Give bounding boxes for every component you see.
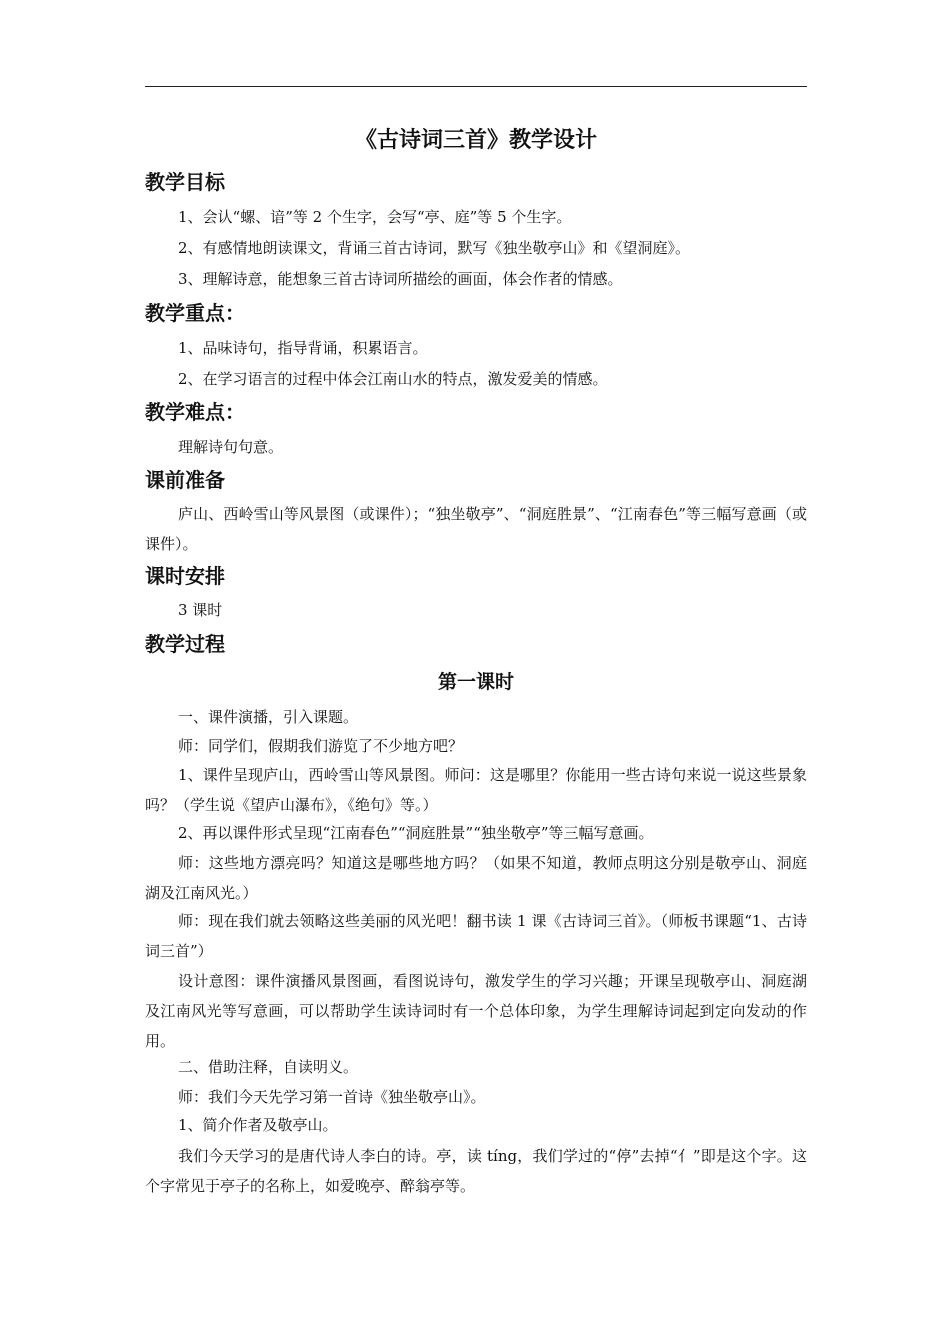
document-title: 《古诗词三首》教学设计	[354, 128, 597, 153]
lesson-paragraph: 师：我们今天先学习第一首诗《独坐敬亭山》。	[178, 1088, 486, 1106]
goal-item: 2、有感情地朗读课文，背诵三首古诗词，默写《独坐敬亭山》和《望洞庭》。	[178, 239, 691, 257]
heading-key-points: 教学重点：	[145, 301, 245, 325]
heading-goals: 教学目标	[145, 170, 225, 194]
schedule-text: 3 课时	[178, 601, 223, 619]
difficult-point-text: 理解诗句句意。	[178, 438, 284, 456]
lesson-paragraph: 1、课件呈现庐山，西岭雪山等风景图。师问：这是哪里？你能用一些古诗句来说一说这些景象吗？（学生说《望庐山瀑布》，《绝句》等。）	[145, 766, 807, 814]
lesson-paragraph: 师：现在我们就去领略这些美丽的风光吧！翻书读 1 课《古诗词三首》。（师板书课题“1、古诗词三首”）	[145, 912, 807, 960]
heading-schedule: 课时安排	[145, 564, 225, 588]
lesson-paragraph: 我们今天学习的是唐代诗人李白的诗。亭，读 tíng，我们学过的“停”去掉“亻”即是这个字。这个字常见于亭子的名称上，如爱晚亭、醉翁亭等。	[145, 1147, 807, 1195]
design-intent-paragraph: 设计意图：课件演播风景图画，看图说诗句，激发学生的学习兴趣；开课呈现敬亭山、洞庭湖及江南风光等写意画，可以帮助学生读诗词时有一个总体印象，为学生理解诗词起到定向发动的作用。	[145, 972, 807, 1050]
goal-item: 1、会认“螺、谙”等 2 个生字，会写“亭、庭”等 5 个生字。	[178, 208, 572, 226]
preparation-text: 庐山、西岭雪山等风景图（或课件）；“独坐敬亭”、“洞庭胜景”、“江南春色”等三幅写意画（或课件）。	[145, 505, 807, 553]
lesson-paragraph: 1、简介作者及敬亭山。	[178, 1116, 338, 1134]
heading-process: 教学过程	[145, 632, 225, 656]
lesson-paragraph: 一、课件演播，引入课题。	[178, 708, 359, 726]
heading-difficult-points: 教学难点：	[145, 400, 245, 424]
key-point-item: 1、品味诗句，指导背诵，积累语言。	[178, 339, 428, 357]
lesson-paragraph: 师：同学们，假期我们游览了不少地方吧？	[178, 737, 464, 755]
lesson-paragraph: 二、借助注释，自读明义。	[178, 1058, 359, 1076]
lesson-paragraph: 师：这些地方漂亮吗？知道这是哪些地方吗？（如果不知道，教师点明这分别是敬亭山、洞庭湖及江南风光。）	[145, 854, 807, 902]
header-rule	[145, 86, 807, 87]
goal-item: 3、理解诗意，能想象三首古诗词所描绘的画面，体会作者的情感。	[178, 270, 623, 288]
key-point-item: 2、在学习语言的过程中体会江南山水的特点，激发爱美的情感。	[178, 370, 608, 388]
lesson-paragraph: 2、再以课件形式呈现“江南春色”“洞庭胜景”“独坐敬亭”等三幅写意画。	[178, 824, 654, 842]
lesson-one-heading: 第一课时	[437, 671, 514, 693]
heading-preparation: 课前准备	[145, 468, 225, 492]
